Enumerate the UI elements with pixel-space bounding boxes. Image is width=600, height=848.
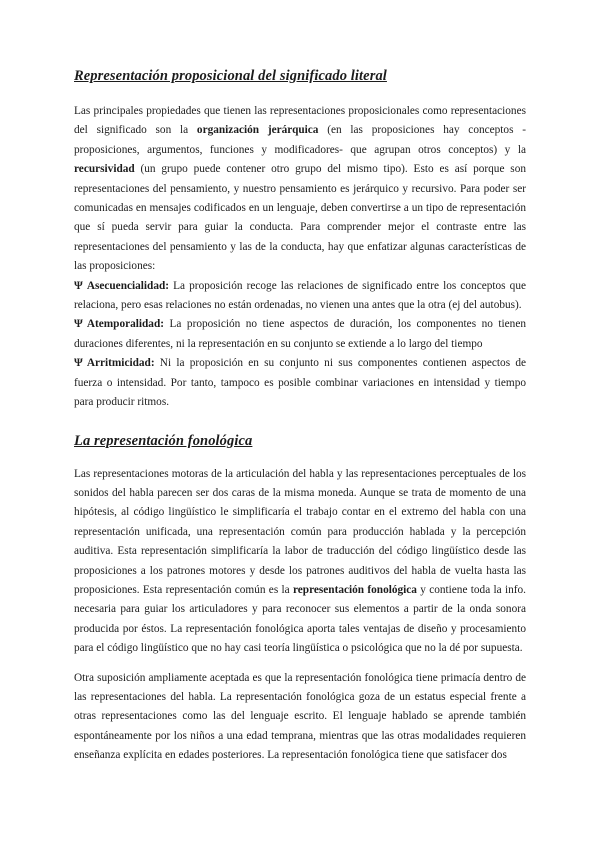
bullet-text: La proposición recoge las relaciones de significado entre los conceptos que relaciona, pero esas relaciones no están ordenadas, no vienen una antes que la otra (ej del autobus). <box>74 279 526 312</box>
bold-term-representacion-fonologica: representación fonológica <box>292 583 417 596</box>
psi-bullet-icon: Ψ <box>74 279 83 292</box>
psi-bullet-icon: Ψ <box>74 357 83 370</box>
paragraph-propiedades <box>74 102 526 277</box>
bullet-text: Ni la proposición en su conjunto ni sus componentes contienen aspectos de fuerza o intensidad. Por tanto, tampoco es posible combinar variaciones en intensidad y tiempo para producir ritmos. <box>74 357 526 409</box>
bullet-asecuencialidad <box>74 277 526 316</box>
bullet-atemporalidad <box>74 315 526 354</box>
section-heading-proposicional: Representación proposicional del significado literal <box>74 68 387 84</box>
bold-term-recursividad: recursividad <box>74 163 135 176</box>
text-run: Las representaciones motoras de la articulación del habla y las representaciones perceptuales de los sonidos del habla parecen ser dos caras de la misma moneda. Aunque se trata de momento de una hipótesis, al código lingüístico le simplificaría el trabajo contar en el extremo del habla con una representación unificada, una representación común para producción hablada y la percepción auditiva. Esta representación simplificaría la labor de traducción del código lingüístico desde las proposiciones a los patrones motores y desde los patrones auditivos del habla de vuelta hasta las proposiciones. Esta representación común es la <box>74 467 526 596</box>
bullet-arritmicidad <box>74 354 526 412</box>
bullet-text: La proposición no tiene aspectos de duración, los componentes no tienen duraciones diferentes, ni la representación en su conjunto se extiende a lo largo del tiempo <box>74 318 526 350</box>
paragraph-otra-suposicion: Otra suposición ampliamente aceptada es que la representación fonológica tiene primacía dentro de las representaciones del habla. La representación fonológica goza de un estatus especial frente a otras representaciones como las del lenguaje escrito. El lenguaje hablado se aprende también espontáneamente por los niños a una edad temprana, mientras que las otras modalidades requieren enseñanza explícita en edades posteriores. La representación fonológica tiene que satisfacer dos <box>74 671 526 762</box>
text-run: Las principales propiedades que tienen las representaciones proposicionales como representaciones del significado son la <box>74 105 526 137</box>
paragraph-representaciones-motoras <box>74 465 526 659</box>
bold-term-organizacion: organización jerárquica <box>196 124 319 137</box>
text-run: y contiene toda la info. necesaria para guiar los articuladores y para reconocer sus elementos a partir de la onda sonora producida por éstos. La representación fonológica aporta tales ventajas de diseño y procesamiento para el código lingüístico que no hay casi teoría lingüística o psicológica que no la dé por supuesta. <box>74 583 526 655</box>
bullet-term: Asecuencialidad: <box>86 279 170 292</box>
section-heading-fonologica: La representación fonológica <box>74 432 253 449</box>
document-page <box>74 66 526 766</box>
psi-bullet-icon: Ψ <box>74 318 83 331</box>
bullet-term: Atemporalidad: <box>86 318 165 331</box>
bullet-term: Arritmicidad: <box>86 357 155 370</box>
text-run: (un grupo puede contener otro grupo del mismo tipo). Esto es así porque son representaciones del pensamiento, y nuestro pensamiento es jerárquico y recursivo. Para poder ser comunicadas en mensajes codificados en un lenguaje, deben convertirse a un tipo de representación que sí pueda servir para guiar la conducta. Para comprender mejor el contraste entre las representaciones del pensamiento y las de la conducta, hay que enfatizar algunas características de las proposiciones: <box>74 163 526 273</box>
text-run: (en las proposiciones hay conceptos -proposiciones, argumentos, funciones y modificadores- que agrupan otros conceptos) y la <box>74 124 527 156</box>
